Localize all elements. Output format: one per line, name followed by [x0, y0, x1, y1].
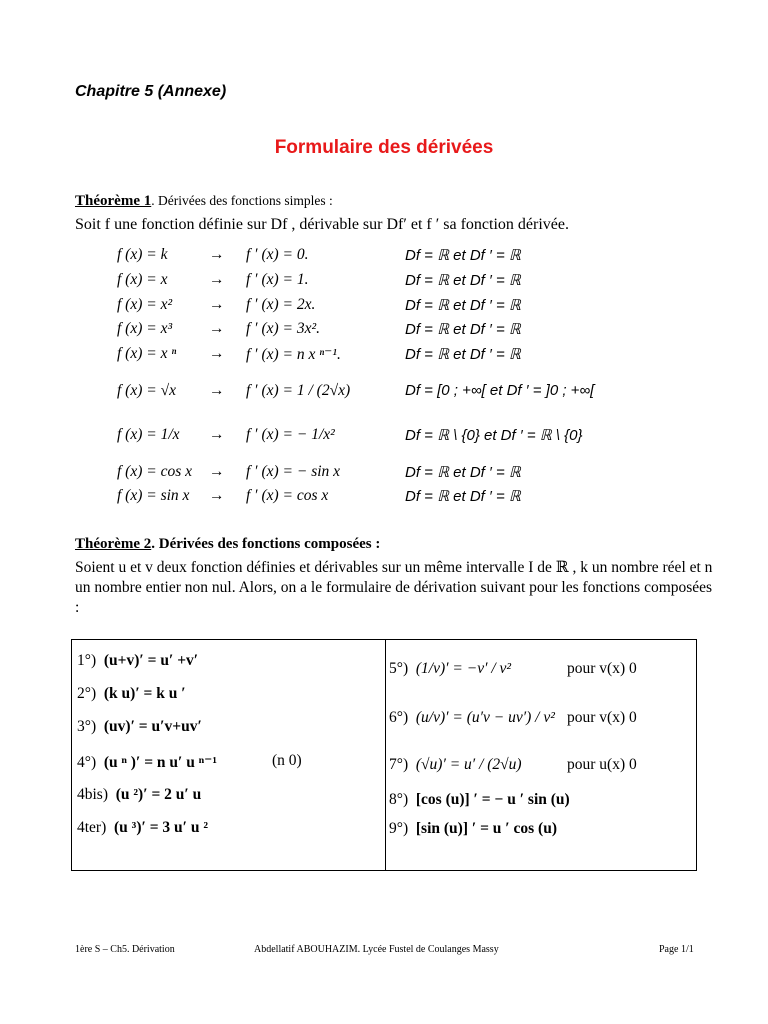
formula-8: 8°) [cos (u)] ′ = − u ′ sin (u)	[389, 791, 570, 808]
function-expression: f (x) = k	[117, 246, 168, 263]
formula-9: 9°) [sin (u)] ′ = u ′ cos (u)	[389, 820, 558, 837]
formula-5: 5°) (1/v)′ = −v′ / v² pour v(x) 0	[389, 660, 637, 677]
function-expression: f (x) = x²	[117, 296, 173, 313]
function-expression: f (x) = 1/x	[117, 426, 180, 443]
derivative-row	[0, 487, 768, 511]
derivative-row	[0, 320, 768, 344]
table-bottom-border	[72, 870, 696, 871]
theorem-2-text: Soient u et v deux fonction définies et dérivables sur un même intervalle I de ℝ , k un nombre réel et n un nombre entier non nul. Alors, on a le formulaire de dérivation suivant pour les fonctions composées :	[75, 559, 713, 616]
formula-4bis: 4bis) (u ²)′ = 2 u′ u	[77, 786, 202, 803]
function-expression: f (x) = sin x	[117, 487, 190, 504]
domain-text: Df = ℝ et Df ′ = ℝ	[405, 272, 521, 289]
domain-text: Df = ℝ et Df ′ = ℝ	[405, 346, 521, 363]
arrow-icon: →	[209, 463, 225, 480]
theorem-1-intro: Soit f une fonction définie sur Df , dérivable sur Df′ et f ′ sa fonction dérivée.	[75, 216, 569, 233]
derivative-expression: f ′ (x) = 1 / (2√x)	[246, 382, 351, 399]
composite-derivatives-table	[71, 639, 697, 871]
arrow-icon: →	[209, 320, 225, 337]
function-expression: f (x) = cos x	[117, 463, 193, 480]
domain-text: Df = ℝ \ {0} et Df ′ = ℝ \ {0}	[405, 427, 583, 444]
formula-6: 6°) (u/v)′ = (u′v − uv′) / v² pour v(x) 0	[389, 709, 637, 726]
formula-4-condition: (n 0)	[272, 752, 302, 769]
theorem-2-heading	[75, 536, 380, 553]
formula-5-condition: pour v(x) 0	[567, 660, 637, 677]
arrow-icon: →	[209, 345, 225, 362]
arrow-icon: →	[209, 271, 225, 288]
formula-6-condition: pour v(x) 0	[567, 709, 637, 726]
arrow-icon: →	[209, 487, 225, 504]
derivative-expression: f ′ (x) = n x ⁿ⁻¹.	[246, 346, 341, 363]
formula-4ter: 4ter) (u ³)′ = 3 u′ u ²	[77, 819, 209, 836]
derivative-row	[0, 463, 768, 487]
theorem-2-label: Théorème 2	[75, 536, 152, 552]
derivative-row	[0, 345, 768, 369]
formula-2: 2°) (k u)′ = k u ′	[77, 685, 186, 702]
formula-3: 3°) (uv)′ = u′v+uv′	[77, 718, 202, 735]
domain-text: Df = ℝ et Df ′ = ℝ	[405, 321, 521, 338]
theorem-1-label: Théorème 1	[75, 193, 152, 209]
derivative-expression: f ′ (x) = − sin x	[246, 463, 341, 480]
function-expression: f (x) = √x	[117, 382, 176, 399]
derivative-expression: f ′ (x) = 2x.	[246, 296, 316, 313]
domain-text: Df = ℝ et Df ′ = ℝ	[405, 464, 521, 481]
arrow-icon: →	[209, 426, 225, 443]
derivative-row	[0, 426, 768, 450]
derivative-row	[0, 382, 768, 406]
footer-center: Abdellatif ABOUHAZIM. Lycée Fustel de Coulanges Massy	[254, 944, 499, 955]
formula-1: 1°) (u+v)′ = u′ +v′	[77, 652, 199, 669]
domain-text: Df = ℝ et Df ′ = ℝ	[405, 247, 521, 264]
theorem-1-heading	[75, 193, 333, 210]
derivative-expression: f ′ (x) = 1.	[246, 271, 309, 288]
domain-text: Df = [0 ; +∞[ et Df ′ = ]0 ; +∞[	[405, 382, 595, 399]
derivative-row	[0, 246, 768, 270]
chapter-heading: Chapitre 5 (Annexe)	[75, 83, 227, 100]
theorem-1-subtitle: . Dérivées des fonctions simples :	[151, 193, 333, 208]
function-expression: f (x) = x ⁿ	[117, 345, 177, 362]
formula-7-condition: pour u(x) 0	[567, 756, 637, 773]
function-expression: f (x) = x	[117, 271, 168, 288]
formula-4: 4°) (u ⁿ )′ = n u′ u ⁿ⁻¹ (n 0)	[77, 752, 302, 771]
theorem-2-subtitle: . Dérivées des fonctions composées :	[151, 536, 381, 552]
footer-left: 1ère S – Ch5. Dérivation	[75, 944, 175, 955]
derivative-expression: f ′ (x) = 3x².	[246, 320, 321, 337]
domain-text: Df = ℝ et Df ′ = ℝ	[405, 488, 521, 505]
function-expression: f (x) = x³	[117, 320, 173, 337]
arrow-icon: →	[209, 382, 225, 399]
derivative-row	[0, 296, 768, 320]
formula-7: 7°) (√u)′ = u′ / (2√u) pour u(x) 0	[389, 756, 637, 773]
derivative-row	[0, 271, 768, 295]
column-divider	[385, 640, 386, 871]
derivative-expression: f ′ (x) = − 1/x²	[246, 426, 335, 443]
arrow-icon: →	[209, 296, 225, 313]
page-title: Formulaire des dérivées	[274, 137, 494, 158]
footer-right: Page 1/1	[659, 944, 694, 955]
domain-text: Df = ℝ et Df ′ = ℝ	[405, 297, 521, 314]
derivative-expression: f ′ (x) = cos x	[246, 487, 329, 504]
arrow-icon: →	[209, 246, 225, 263]
derivative-expression: f ′ (x) = 0.	[246, 246, 309, 263]
